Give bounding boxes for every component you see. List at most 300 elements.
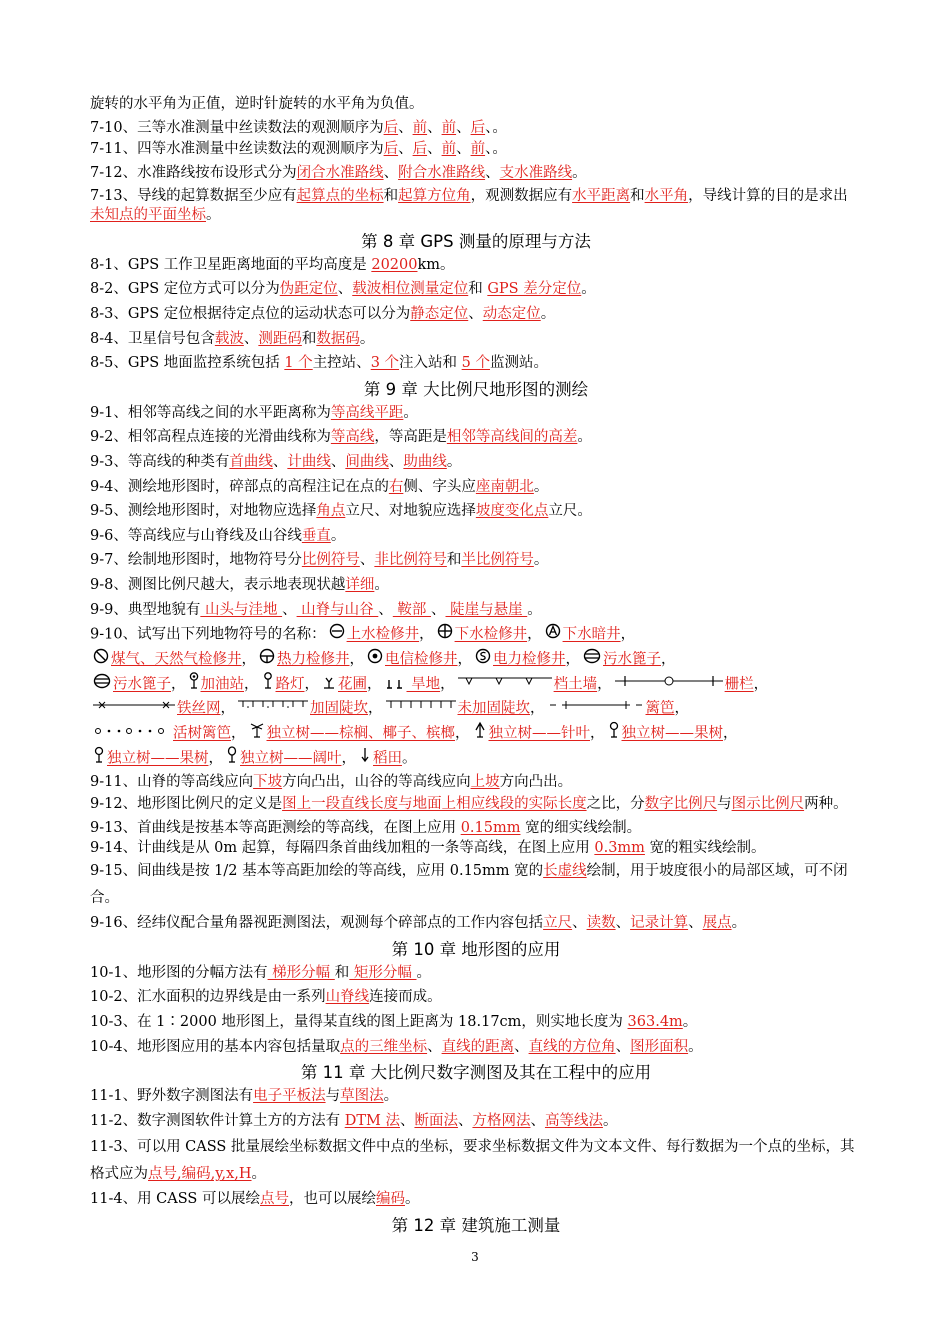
line-text: 。 [206, 206, 221, 223]
answer-text: 铁丝网 [177, 700, 221, 717]
text-line [90, 962, 862, 987]
line-text: 8-3、GPS 定位根据待定点位的运动状态可以分为 [90, 305, 411, 322]
line-text: 和 [301, 330, 317, 347]
answer-text: 1 个 [284, 355, 313, 372]
minus-circle-icon [329, 623, 345, 646]
line-text: ， [440, 676, 455, 693]
text-line [90, 1110, 862, 1135]
answer-text: GPS 差分定位 [487, 281, 582, 298]
line-text: ， [367, 676, 382, 693]
line-text: 9-3、等高线的种类有 [90, 453, 230, 470]
double-circle-icon [93, 673, 111, 696]
line-text: 和 [468, 281, 488, 298]
answer-text: 花圃 [338, 676, 367, 693]
line-text: ， [457, 651, 472, 668]
answer-text: 动态定位 [482, 305, 541, 322]
line-text: 、 [337, 281, 353, 298]
text-line [90, 697, 862, 722]
answer-text: 数据码 [316, 330, 360, 347]
answer-text: 图上一段直线长度与地面上相应线段的实际长度 [282, 796, 587, 813]
line-text: 第 10 章 地形图的应用 [391, 939, 561, 959]
line-text: 、 [530, 1112, 545, 1129]
answer-text: 栅栏 [724, 676, 754, 693]
line-text: ， [597, 676, 612, 693]
answer-text: 点号,编码,y,x,H [148, 1166, 252, 1183]
answer-text: 上水检修井 [346, 626, 420, 643]
line-text: ， [620, 626, 636, 643]
dry-land-icon [385, 672, 405, 697]
line-text: ， [455, 725, 470, 742]
answer-text: 数字比例尺 [644, 796, 718, 813]
answer-text: 展点 [702, 915, 732, 932]
line-text: 方向凸出。 [499, 773, 573, 790]
answer-text: 间曲线 [345, 453, 389, 470]
answer-text: 上坡 [470, 773, 500, 790]
line-text: 、 [456, 119, 471, 136]
line-text: ， [530, 700, 545, 717]
line-text: 。 [527, 601, 542, 618]
line-text: 9-12、地形图比例尺的定义是 [90, 796, 283, 813]
answer-text: 前 [412, 119, 428, 136]
line-text: ，导线计算的目的是求出 [688, 187, 848, 204]
answer-text: 坡度变化点 [475, 503, 549, 520]
line-text: km。 [417, 256, 455, 273]
line-text: 9-1、相邻等高线之间的水平距离称为 [90, 404, 331, 421]
answer-text: 污水篦子 [113, 676, 171, 693]
answer-text: 后 [383, 119, 399, 136]
text-line [90, 549, 862, 574]
answer-text: 热力检修井 [277, 651, 350, 668]
answer-text: 下坡 [253, 773, 283, 790]
answer-text: 直线的方位角 [528, 1038, 616, 1055]
a-circle-icon [545, 623, 561, 646]
line-text: 。 [688, 1038, 703, 1055]
page-number: 3 [471, 1250, 479, 1264]
text-line [90, 303, 862, 328]
line-text: 第 11 章 大比例尺数字测图及其在工程中的应用 [300, 1063, 652, 1083]
line-text: 7-12、水准路线按布设形式分为 [90, 165, 297, 182]
answer-text: 档土墙 [553, 676, 598, 693]
line-text: 、 [399, 1112, 415, 1129]
line-text: 9-4、测绘地形图时，碎部点的高程注记在点的 [90, 478, 389, 495]
answer-text: 后 [470, 119, 486, 136]
line-text: 。 [403, 404, 418, 421]
line-text: 。 [577, 429, 592, 446]
line-text: 。 [416, 964, 432, 981]
text-line [90, 1134, 862, 1188]
answer-text: 静态定位 [410, 305, 469, 322]
broadleaf-icon [226, 746, 238, 771]
line-text: 、 [383, 165, 399, 182]
answer-text: 独立树——棕榈、椰子、槟榔 [266, 725, 455, 742]
line-text: 之比，分 [586, 796, 645, 813]
line-text: 、。 [485, 119, 507, 136]
answer-text: 未知点的平面坐标 [90, 206, 206, 223]
line-text: 、 [427, 119, 442, 136]
text-line [90, 574, 862, 599]
palm-icon [249, 721, 265, 746]
answer-text: 活树篱笆 [173, 725, 231, 742]
answer-text: 相邻等高线间的高差 [446, 429, 578, 446]
line-text: ，等高距是 [374, 429, 447, 446]
answer-text: 测距码 [258, 330, 302, 347]
line-text: 、 [243, 330, 259, 347]
line-text: 、 [282, 601, 297, 618]
line-text: 、 [378, 601, 393, 618]
text-line [90, 1188, 862, 1213]
answer-text: 水平角 [644, 187, 689, 204]
chapter-heading [90, 1213, 862, 1238]
line-text: 、 [431, 601, 446, 618]
line-text: 、 [398, 140, 413, 157]
line-text: ， [304, 676, 319, 693]
text-line [90, 254, 862, 279]
line-text: 、 [485, 165, 500, 182]
line-text: 10-2、汇水面积的边界线是由一系列 [90, 989, 326, 1006]
double-circle-icon [583, 648, 601, 671]
line-text: 方向凸出，山谷的等高线应向 [282, 773, 471, 790]
line-text: 9-14、计曲线是从 0m 起算，每隔四条首曲线加粗的一条等高线，在图上应用 [90, 840, 595, 857]
line-text: 与 [717, 796, 732, 813]
line-text: 。 [402, 750, 417, 767]
answer-text: 后 [383, 140, 399, 157]
answer-text: 长虚线 [543, 863, 587, 880]
line-text: ， [565, 651, 580, 668]
line-text: 第 8 章 GPS 测量的原理与方法 [361, 231, 591, 251]
line-text: 7-10、三等水准测量中丝读数法的观测顺序为 [90, 119, 384, 136]
answer-text: 比例符号 [301, 552, 360, 569]
line-text: 。 [251, 1166, 267, 1183]
line-text: ， [171, 676, 186, 693]
text-line [90, 986, 862, 1011]
answer-text: 山头与洼地 [200, 601, 283, 618]
answer-text: 座南朝北 [475, 478, 534, 495]
line-text: ，观测数据应有 [470, 187, 573, 204]
answer-text: 独立树——针叶 [488, 725, 590, 742]
text-line [90, 187, 862, 225]
answer-text: 0.3mm [594, 840, 645, 857]
line-text: ， [208, 750, 223, 767]
text-line [90, 795, 862, 814]
line-text: 11-1、野外数字测图法有 [90, 1088, 254, 1105]
text-line [90, 838, 862, 858]
answer-text: 鞍部 [392, 601, 432, 618]
line-text: ， [244, 676, 259, 693]
s-circle-icon [475, 648, 491, 671]
line-text: 10-3、在 1∶2000 地形图上，量得某直线的图上距离为 18.17cm，则实地长度为 [90, 1014, 628, 1031]
line-text: 、。 [485, 140, 507, 157]
half-plus-circle-icon [259, 648, 275, 671]
answer-text: 非比例符号 [374, 552, 447, 569]
wire-fence-icon [93, 697, 175, 719]
answer-text: 前 [470, 140, 486, 157]
answer-text: 点号 [259, 1191, 289, 1208]
line-text: 10-1、地形图的分幅方法有 [90, 964, 268, 981]
line-text: 8-1、GPS 工作卫星距离地面的平均高度是 [90, 256, 372, 273]
line-text: 11-2、数字测图软件计算土方的方法有 [90, 1112, 345, 1129]
line-text: 侧、字头应 [403, 478, 476, 495]
line-text: 。 [330, 527, 346, 544]
line-text: 主控站、 [312, 355, 371, 372]
answer-text: 前 [441, 140, 457, 157]
line-text: 9-8、测图比例尺越大，表示地表现状越 [90, 576, 346, 593]
answer-text: 水平距离 [572, 187, 631, 204]
text-line [90, 1085, 862, 1110]
answer-text: 首曲线 [229, 453, 273, 470]
line-text: ， [674, 700, 689, 717]
line-text: 、 [615, 915, 631, 932]
line-text: 8-4、卫星信号包含 [90, 330, 215, 347]
answer-text: 陡崖与悬崖 [445, 601, 528, 618]
line-text: ， [753, 676, 769, 693]
answer-text: 图形面积 [630, 1038, 689, 1055]
answer-text: 立尺 [543, 915, 573, 932]
answer-text: 稻田 [373, 750, 402, 767]
line-text: 。 [359, 330, 375, 347]
line-text: 11-4、用 CASS 可以展绘 [90, 1191, 260, 1208]
line-text: 。 [404, 1191, 420, 1208]
text-line [90, 476, 862, 501]
line-text: 。 [682, 1014, 698, 1031]
line-text: 9-13、首曲线是按基本等高距测绘的等高线，在图上应用 [90, 820, 461, 837]
line-text: ， [590, 725, 605, 742]
answer-text: 附合水准路线 [398, 165, 486, 182]
line-text: 、 [688, 915, 703, 932]
slash-circle-icon [93, 648, 109, 671]
line-text: 注入站和 [399, 355, 462, 372]
fence-icon [548, 697, 644, 719]
line-text: 9-7、绘制地形图时，地物符号分 [90, 552, 302, 569]
answer-text: 矩形分幅 [349, 964, 417, 981]
line-text: 。 [731, 915, 747, 932]
text-line [90, 721, 862, 746]
answer-text: 垂直 [301, 527, 331, 544]
answer-text: 电子平板法 [253, 1088, 326, 1105]
fixed-slope-icon [238, 697, 308, 720]
line-text: 。 [581, 281, 596, 298]
text-line [90, 162, 862, 187]
answer-text: 煤气、天然气检修井 [111, 651, 242, 668]
answer-text: 详细 [345, 576, 375, 593]
line-text: 连接而成。 [369, 989, 442, 1006]
hedge-icon [93, 723, 171, 745]
line-text: 立尺。 [548, 503, 592, 520]
answer-text: 下水检修井 [454, 626, 528, 643]
retaining-wall-icon [458, 673, 552, 696]
line-text: 和 [630, 187, 645, 204]
line-text: 10-4、地形图应用的基本内容包括量取 [90, 1038, 341, 1055]
answer-text: 旱地 [406, 676, 441, 693]
answer-text: 篱笆 [645, 700, 675, 717]
text-line [90, 912, 862, 937]
answer-text: 363.4m [627, 1014, 683, 1031]
line-text: ， [723, 725, 738, 742]
line-text: 监测站。 [489, 355, 548, 372]
line-text: 、 [398, 119, 413, 136]
answer-text: 污水篦子 [603, 651, 661, 668]
line-text: 9-16、经纬仪配合量角器视距测图法，观测每个碎部点的工作内容包括 [90, 915, 544, 932]
answer-text: 半比例符号 [461, 552, 534, 569]
text-line [90, 746, 862, 771]
line-text: 和 [383, 187, 399, 204]
line-text: 、 [330, 453, 346, 470]
answer-text: 山脊与山谷 [296, 601, 379, 618]
text-line [90, 402, 862, 427]
line-text: 第 9 章 大比例尺地形图的测绘 [363, 379, 589, 399]
text-line [90, 352, 862, 377]
answer-text: 梯形分幅 [267, 964, 335, 981]
line-text: ， [419, 626, 434, 643]
answer-text: 助曲线 [403, 453, 447, 470]
text-line [90, 278, 862, 303]
answer-text: 闭合水准路线 [296, 165, 384, 182]
fruit-tree-icon [93, 746, 105, 771]
answer-text: 电力检修井 [493, 651, 566, 668]
line-text: ，也可以展绘 [288, 1191, 376, 1208]
line-text: 7-11、四等水准测量中丝读数法的观测顺序为 [90, 140, 384, 157]
text-line [90, 118, 862, 138]
line-text: 9-5、测绘地形图时，对地物应选择 [90, 503, 317, 520]
answer-text: 独立树——果树 [107, 750, 209, 767]
answer-text: 独立树——阔叶 [240, 750, 342, 767]
line-text: 9-10、试写出下列地物符号的名称： [90, 626, 326, 643]
text-line [90, 1011, 862, 1036]
line-text: 、 [388, 453, 404, 470]
text-line [90, 525, 862, 550]
line-text: ， [368, 700, 383, 717]
answer-text: 等高线 [330, 429, 375, 446]
line-text: 。 [533, 552, 549, 569]
answer-text: DTM 法 [344, 1112, 400, 1129]
answer-text: 载波相位测量定位 [352, 281, 469, 298]
line-text: 和 [446, 552, 462, 569]
text-line [90, 500, 862, 525]
line-text: 9-6、等高线应与山脊线及山谷线 [90, 527, 302, 544]
chapter-heading [90, 229, 862, 254]
line-text: 、 [359, 552, 375, 569]
answer-text: 读数 [586, 915, 616, 932]
answer-text: 前 [441, 119, 457, 136]
line-text: 。 [446, 453, 462, 470]
chapter-heading [90, 377, 862, 402]
unfixed-slope-icon [386, 697, 456, 720]
line-text: 、 [514, 1038, 529, 1055]
railing-icon [615, 673, 723, 696]
answer-text: 加油站 [200, 676, 244, 693]
answer-text: 右 [388, 478, 404, 495]
answer-text: 电信检修井 [385, 651, 458, 668]
answer-text: 加固陡坎 [310, 700, 368, 717]
text-line [90, 818, 862, 838]
text-line [90, 426, 862, 451]
answer-text: 直线的距离 [441, 1038, 515, 1055]
lamp-pin-icon [262, 672, 274, 697]
answer-text: 伪距定位 [279, 281, 338, 298]
answer-text: 路灯 [275, 676, 305, 693]
line-text: ， [231, 725, 246, 742]
line-text: 绘制，用于坡度很小的局部区域，可不闭合。 [90, 863, 848, 907]
line-text: 7-13、导线的起算数据至少应有 [90, 187, 297, 204]
line-text: 、 [427, 1038, 442, 1055]
text-line [90, 1036, 862, 1061]
line-text: 11-3、可以用 CASS 批量展绘坐标数据文件中点的坐标，要求坐标数据文件为文本文件、每行数据为一个点的坐标，其格式应为 [90, 1139, 855, 1183]
answer-text: 等高线平距 [330, 404, 404, 421]
answer-text: 高等线法 [544, 1112, 603, 1129]
line-text: 、 [572, 915, 587, 932]
line-text: 和 [334, 964, 350, 981]
text-line [90, 328, 862, 353]
line-text: 、 [468, 305, 483, 322]
answer-text: 未加固陡坎 [457, 700, 530, 717]
line-text: 。 [540, 305, 556, 322]
answer-text: 方格网法 [472, 1112, 531, 1129]
dot-circle-icon [367, 648, 383, 671]
line-text: 与 [325, 1088, 341, 1105]
text-line [90, 138, 862, 163]
line-text: 立尺、对地貌应选择 [345, 503, 476, 520]
answer-text: 草图法 [340, 1088, 384, 1105]
answer-text: 5 个 [461, 355, 490, 372]
line-text: ， [661, 651, 676, 668]
document-body [90, 93, 862, 1238]
answer-text: 20200 [371, 256, 418, 273]
line-text: ， [527, 626, 542, 643]
line-text: 。 [533, 478, 549, 495]
fuel-pin-icon [189, 672, 199, 697]
line-text: 8-2、GPS 定位方式可以分为 [90, 281, 280, 298]
answer-text: 起算方位角 [398, 187, 471, 204]
answer-text: 0.15mm [460, 820, 521, 837]
line-text: 宽的细实线绘制。 [520, 820, 642, 837]
text-line [90, 623, 862, 648]
answer-text: 图示比例尺 [731, 796, 805, 813]
answer-text: 独立树——果树 [621, 725, 723, 742]
line-text: 。 [572, 165, 587, 182]
answer-text: 3 个 [370, 355, 400, 372]
line-text: 旋转的水平角为正值，逆时针旋转的水平角为负值。 [90, 96, 424, 112]
line-text: ， [241, 651, 256, 668]
answer-text: 角点 [316, 503, 346, 520]
text-line [90, 672, 862, 697]
plus-circle-icon [437, 623, 453, 646]
conifer-icon [473, 721, 487, 746]
chapter-heading [90, 1060, 862, 1085]
line-text: 、 [457, 1112, 473, 1129]
line-text: 9-15、间曲线是按 1/2 基本等高距加绘的等高线，应用 0.15mm 宽的 [90, 863, 544, 880]
answer-text: 下水暗井 [562, 626, 621, 643]
line-text: 两种。 [804, 796, 848, 813]
rice-icon [359, 746, 371, 771]
line-text: 9-2、相邻高程点连接的光滑曲线称为 [90, 429, 331, 446]
line-text: ， [349, 651, 364, 668]
line-text: 。 [602, 1112, 618, 1129]
text-line [90, 858, 862, 912]
answer-text: 记录计算 [630, 915, 689, 932]
text-line [90, 451, 862, 476]
answer-text: 山脊线 [325, 989, 370, 1006]
fruit-tree-icon [608, 721, 620, 746]
answer-text: 支水准路线 [499, 165, 573, 182]
text-line [90, 648, 862, 673]
text-line [90, 599, 862, 624]
line-text: 第 12 章 建筑施工测量 [391, 1216, 561, 1235]
line-text: 、 [272, 453, 288, 470]
answer-text: 起算点的坐标 [296, 187, 384, 204]
answer-text: 计曲线 [287, 453, 331, 470]
line-text: ， [341, 750, 356, 767]
line-text: 9-11、山脊的等高线应向 [90, 773, 254, 790]
text-line [90, 771, 862, 796]
